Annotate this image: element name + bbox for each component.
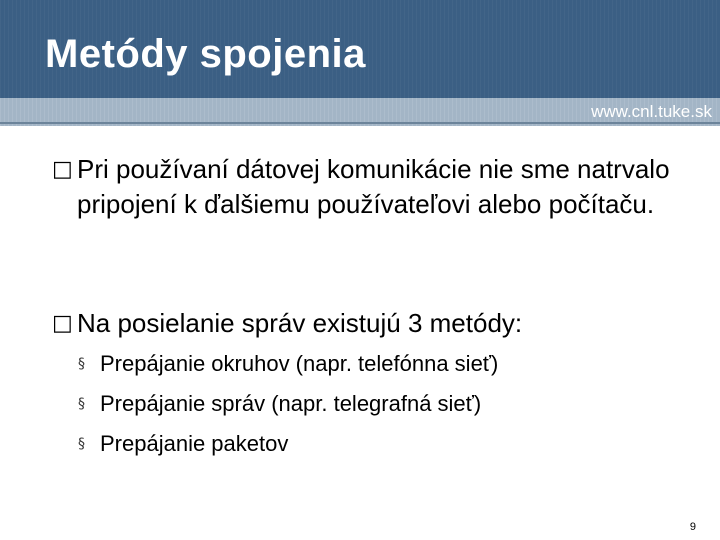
sub-bullet-text: Prepájanie okruhov (napr. telefónna sieť) xyxy=(100,351,499,376)
sub-bullet-item xyxy=(78,429,698,459)
bullet-item xyxy=(52,152,672,222)
page-number: 9 xyxy=(689,521,696,533)
bullet-text: Na posielanie správ existujú 3 metódy: xyxy=(77,308,523,338)
bullet-text: Pri používaní dátovej komunikácie nie sme natrvalo pripojení k ďalšiemu používateľovi alebo počítaču. xyxy=(77,154,670,219)
bullet-item xyxy=(52,306,672,341)
sub-bullet-item xyxy=(78,349,698,379)
sub-bullet-item xyxy=(78,389,698,419)
section-bullet-icon: § xyxy=(78,356,85,372)
section-bullet-icon: § xyxy=(78,436,85,452)
slide-title: Metódy spojenia xyxy=(45,32,366,76)
sub-bullet-text: Prepájanie paketov xyxy=(100,431,289,456)
square-bullet-icon: □ xyxy=(52,311,73,336)
sub-bullet-text: Prepájanie správ (napr. telegrafná sieť) xyxy=(100,391,482,416)
website-url: www.cnl.tuke.sk xyxy=(591,102,712,121)
section-bullet-icon: § xyxy=(78,396,85,412)
square-bullet-icon: □ xyxy=(52,157,73,182)
